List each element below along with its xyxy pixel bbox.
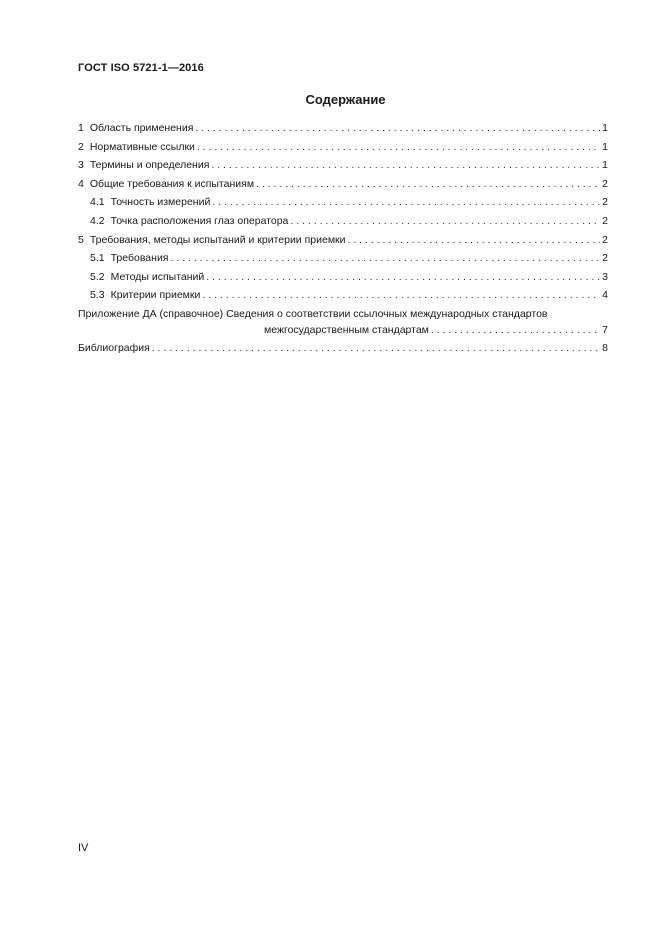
toc-entry-text: Точность измерений <box>110 196 211 209</box>
toc-entry-page: 4 <box>602 289 608 302</box>
toc-entry-4-2[interactable] <box>78 215 608 234</box>
toc-entry-page: 7 <box>602 323 608 336</box>
annex-title-line2: межгосударственным стандартам <box>264 323 429 336</box>
dot-leader <box>211 159 600 171</box>
toc-entry-5[interactable] <box>78 234 608 253</box>
toc-entry-4-1[interactable] <box>78 196 608 215</box>
toc-entry-number: 4.2 <box>90 214 105 227</box>
toc-entry-text: Методы испытаний <box>110 270 205 283</box>
toc-entry-text: Термины и определения <box>89 159 210 172</box>
dot-leader <box>212 196 600 208</box>
annex-title: Приложение ДА (справочное) Сведения о соответствии ссылочных международных стандартов <box>78 307 548 320</box>
toc-entry-number: 5.1 <box>90 252 105 265</box>
toc-entry-page: 2 <box>602 233 608 246</box>
toc-entry-3[interactable] <box>78 159 608 178</box>
toc-entry-text: Общие требования к испытаниям <box>89 177 255 190</box>
dot-leader <box>290 215 600 227</box>
dot-leader <box>206 271 600 283</box>
toc-entry-number: 5.2 <box>90 270 105 283</box>
toc-entry-page: 2 <box>602 196 608 209</box>
dot-leader <box>152 342 600 354</box>
toc-entry-page: 2 <box>602 177 608 190</box>
toc-entry-1[interactable] <box>78 122 608 141</box>
toc-entry-5-2[interactable] <box>78 271 608 290</box>
toc-entry-text: Библиография <box>78 341 150 354</box>
toc-entry-number: 3 <box>78 159 84 172</box>
dot-leader <box>431 324 600 336</box>
toc-entry-5-3[interactable] <box>78 289 608 308</box>
toc-entry-number: 2 <box>78 140 84 153</box>
toc-entry-text: Критерии приемки <box>110 289 201 302</box>
toc-entry-text: Область применения <box>89 122 194 134</box>
dot-leader <box>197 141 600 153</box>
toc-entry-bibliography[interactable] <box>78 342 608 361</box>
annex-title-continued <box>78 324 608 342</box>
toc-entry-page: 1 <box>602 122 608 134</box>
page-folio: IV <box>78 842 89 854</box>
toc-entry-4[interactable] <box>78 178 608 197</box>
toc-entry-annex[interactable] <box>78 308 608 342</box>
dot-leader <box>195 122 600 134</box>
toc-entry-text: Требования, методы испытаний и критерии приемки <box>89 233 346 246</box>
toc-entry-number: 4 <box>78 177 84 190</box>
toc-entry-page: 3 <box>602 270 608 283</box>
toc-entry-text: Нормативные ссылки <box>89 140 195 153</box>
table-of-contents <box>78 122 608 361</box>
toc-entry-number: 1 <box>78 122 84 134</box>
dot-leader <box>348 234 601 246</box>
toc-entry-page: 2 <box>602 252 608 265</box>
toc-entry-number: 5 <box>78 233 84 246</box>
dot-leader <box>171 252 601 264</box>
dot-leader <box>202 289 600 301</box>
document-code: ГОСТ ISO 5721-1—2016 <box>78 62 204 74</box>
toc-entry-page: 1 <box>602 159 608 172</box>
toc-entry-text: Точка расположения глаз оператора <box>110 214 289 227</box>
toc-entry-2[interactable] <box>78 141 608 160</box>
toc-entry-number: 5.3 <box>90 289 105 302</box>
toc-entry-number: 4.1 <box>90 196 105 209</box>
toc-entry-page: 1 <box>602 140 608 153</box>
dot-leader <box>256 178 600 190</box>
toc-entry-page: 2 <box>602 214 608 227</box>
toc-title: Содержание <box>305 92 386 107</box>
toc-entry-text: Требования <box>110 252 169 265</box>
toc-entry-page: 8 <box>602 341 608 354</box>
toc-entry-5-1[interactable] <box>78 252 608 271</box>
